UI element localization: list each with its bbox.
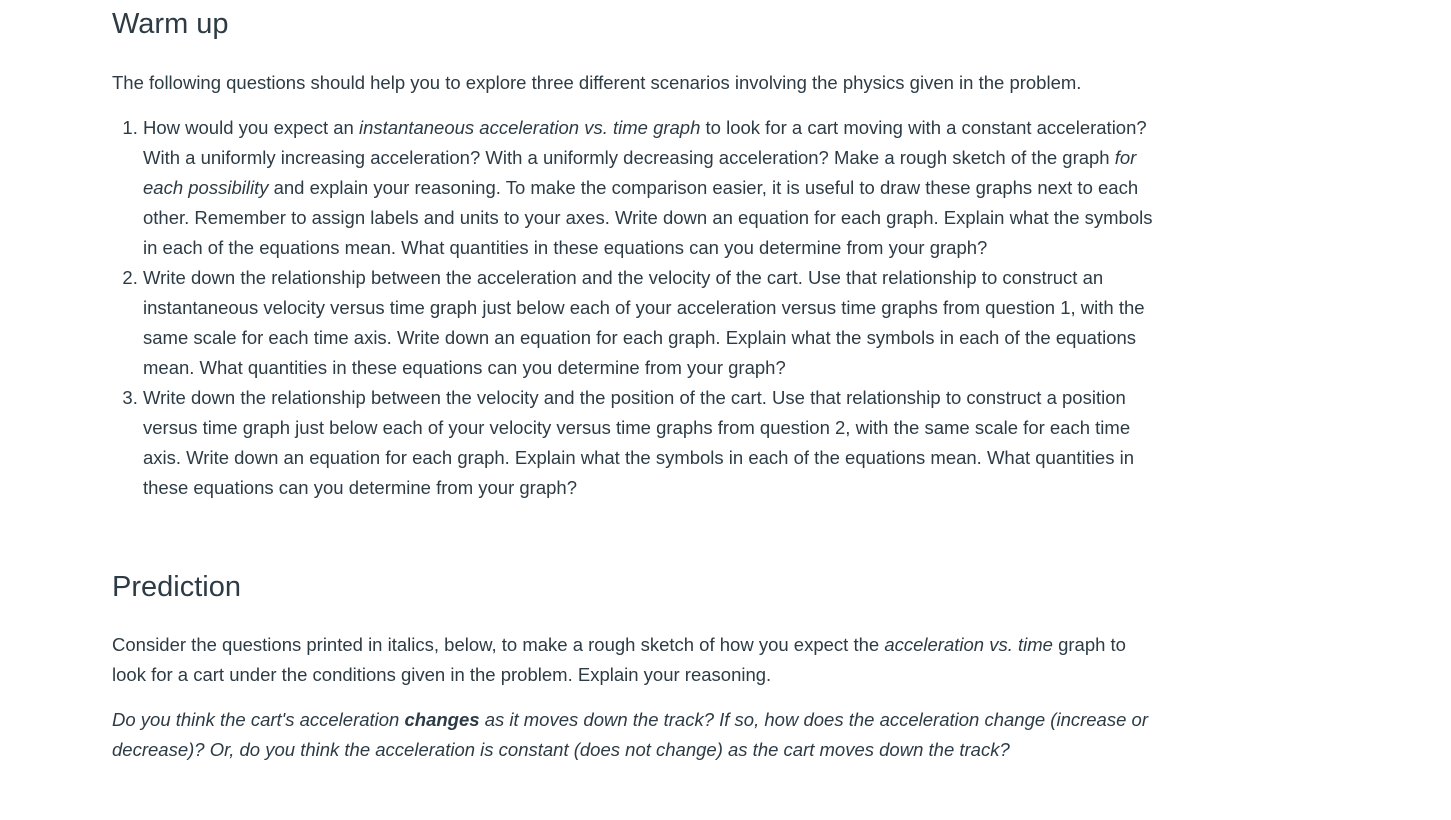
warmup-question-3: 3. Write down the relationship between the velocity and the position of the cart. Use that relationship to construct a position versus time graph just below each of your velocity versus time graphs from question 2, with the same scale for each time axis. Write down an equation for each graph. Explain what the symbols in each of the equations mean. What quantities in these equations can you determine from your graph? <box>143 383 1157 503</box>
prediction-question <box>112 705 1157 765</box>
prediction-intro <box>112 630 1157 690</box>
question-1-emphasis-a: instantaneous acceleration vs. time graph <box>358 117 701 138</box>
warmup-question-2: 2. Write down the relationship between the acceleration and the velocity of the cart. Use that relationship to construct an instantaneous velocity versus time graph just below each of your acceleration versus time graphs from question 1, with the same scale for each time axis. Write down an equation for each graph. Explain what the symbols in each of the equations mean. What quantities in these equations can you determine from your graph? <box>143 263 1157 383</box>
prediction-intro-text-b: graph to look for a cart under the conditions given in the problem. Explain your reasoning. <box>112 634 1126 685</box>
prediction-heading: Prediction <box>112 571 241 603</box>
page-content <box>112 0 1157 765</box>
warmup-question-list <box>112 113 1157 503</box>
prediction-intro-emphasis: acceleration vs. time <box>884 634 1053 655</box>
warmup-intro: The following questions should help you to explore three different scenarios involving the physics given in the problem. <box>112 72 1082 93</box>
prediction-intro-text-a: Consider the questions printed in italics, below, to make a rough sketch of how you expect the <box>112 634 885 655</box>
prediction-question-bold: changes <box>404 709 480 730</box>
prediction-question-text-b: as it moves down the track? If so, how does the acceleration change (increase or decrease)? Or, do you think the acceleration is constant (does not change) as the cart moves down the track? <box>112 709 1148 760</box>
question-1-emphasis-b: for each possibility <box>143 147 1137 198</box>
warmup-heading: Warm up <box>112 8 229 40</box>
question-1-text-a: How would you expect an <box>143 117 359 138</box>
warmup-question-1 <box>143 113 1157 263</box>
prediction-question-text-a: Do you think the cart's acceleration <box>112 709 405 730</box>
question-1-text-b: to look for a cart moving with a constant acceleration? With a uniformly increasing acceleration? With a uniformly decreasing acceleration? Make a rough sketch of the graph <box>143 117 1147 168</box>
question-1-text-c: and explain your reasoning. To make the comparison easier, it is useful to draw these graphs next to each other. Remember to assign labels and units to your axes. Write down an equation for each graph. Explain what the symbols in each of the equations mean. What quantities in these equations can you determine from your graph? <box>143 177 1153 258</box>
